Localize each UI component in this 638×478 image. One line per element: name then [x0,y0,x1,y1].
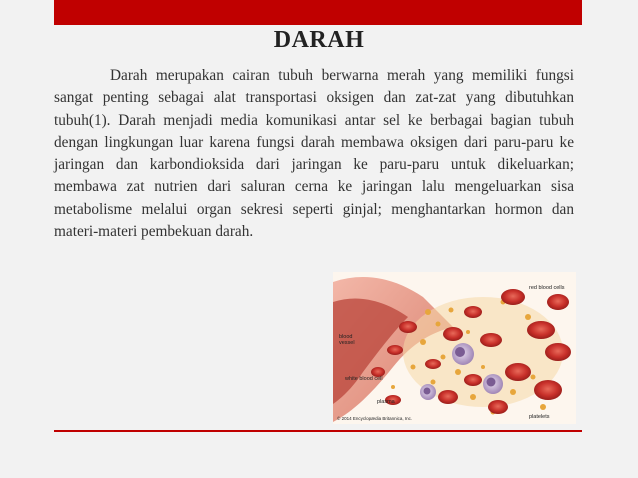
top-accent-bar [54,0,582,25]
body-text [54,65,574,243]
body-paragraph: Darah merupakan cairan tubuh berwarna merah yang memiliki fungsi sangat penting sebagai alat transportasi oksigen dan zat-zat yang dibutuhkan tubuh(1). Darah menjadi media komunikasi antar sel ke berbagai bagian tubuh dengan lingkungan luar karena fungsi darah membawa oksigen dari paru-paru ke jaringan dan karbondioksida dari jaringan ke paru-paru untuk dikeluarkan; membawa zat nutrien dari saluran cerna ke jaringan lalu mengeluarkan sisa metabolisme melalui organ sekresi seperti ginjal; menghantarkan hormon dan materi-materi pembekuan darah. [54,67,574,241]
platelets-label: platelets [529,414,550,420]
blood-cells-drawing [333,272,576,424]
blood-vessel-label: blood vessel [339,334,355,346]
plasma-label: plasma [377,399,395,405]
blood-illustration [333,272,576,424]
copyright-text: © 2014 Encyclopædia Britannica, Inc. [337,416,413,421]
bottom-accent-line [54,430,582,432]
white-blood-cell-label: white blood cell [345,376,383,382]
slide-title: DARAH [273,27,365,53]
red-blood-cells-label: red blood cells [529,285,565,291]
